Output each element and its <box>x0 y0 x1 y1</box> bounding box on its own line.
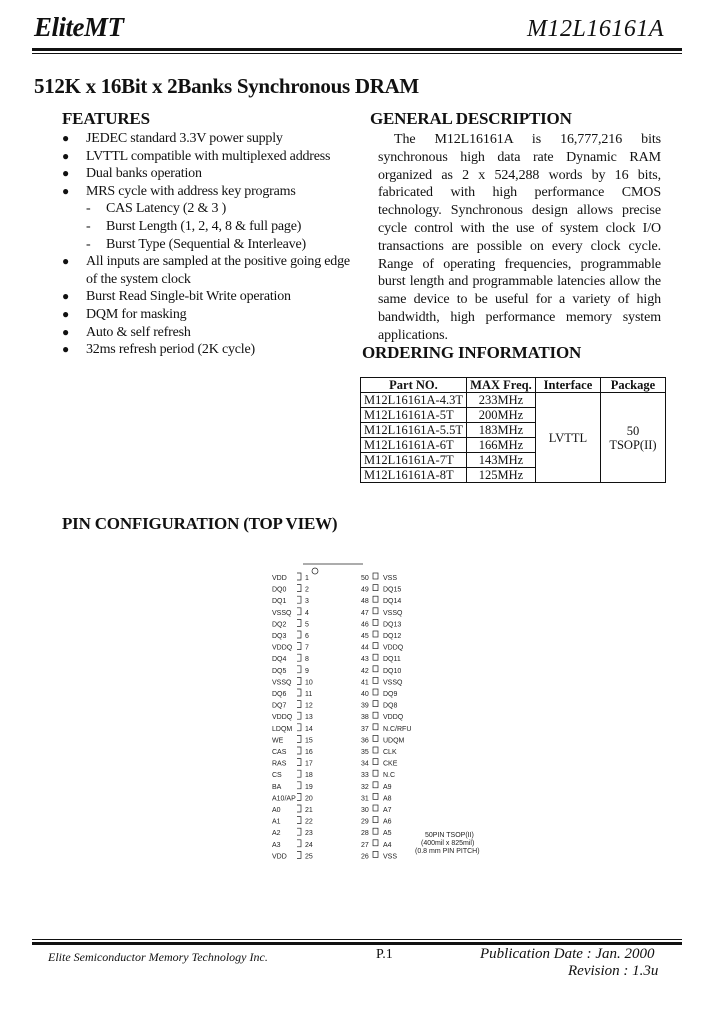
footer-rule <box>32 939 682 940</box>
right-pin-number: 34 <box>361 760 369 768</box>
document-title: 512K x 16Bit x 2Banks Synchronous DRAM <box>34 74 419 98</box>
right-pin-mark <box>373 828 378 834</box>
right-pin-name: A8 <box>383 795 392 803</box>
right-pin-mark <box>373 712 378 718</box>
right-pin-number: 33 <box>361 772 369 780</box>
part-number-cell: M12L16161A-4.3T <box>361 393 467 408</box>
frequency-cell: 143MHz <box>466 453 535 468</box>
left-pin-mark <box>297 735 301 742</box>
left-pin-mark <box>297 759 301 766</box>
package-type: TSOP(II) <box>609 437 657 452</box>
left-pin-name: BA <box>272 783 282 791</box>
left-pin-number: 17 <box>305 760 313 768</box>
right-pin-number: 41 <box>361 679 369 687</box>
left-pin-number: 8 <box>305 656 309 664</box>
package-note: (0.8 mm PIN PITCH) <box>415 848 480 855</box>
left-pin-mark <box>297 701 301 708</box>
left-pin-mark <box>297 770 301 777</box>
left-pin-number: 14 <box>305 725 313 733</box>
left-pin-mark <box>297 840 301 847</box>
right-pin-name: VSS <box>383 853 398 860</box>
left-pin-mark <box>297 643 301 650</box>
left-pin-name: VDD <box>272 853 287 860</box>
right-pin-mark <box>373 619 378 625</box>
right-pin-mark <box>373 793 378 799</box>
frequency-cell: 166MHz <box>466 438 535 453</box>
package-pins: 50 <box>626 423 640 438</box>
right-pin-name: A5 <box>383 830 392 838</box>
part-number-cell: M12L16161A-8T <box>361 468 467 483</box>
package-note: (400mil x 825mil) <box>421 840 475 847</box>
footer-rule-thick <box>32 942 682 945</box>
ordering-table-header <box>361 378 666 393</box>
revision: Revision : 1.3u <box>568 963 659 979</box>
ordering-table <box>360 377 666 483</box>
left-pin-number: 22 <box>305 818 313 826</box>
right-pin-mark <box>373 689 378 695</box>
right-pin-number: 36 <box>361 737 369 745</box>
right-pin-mark <box>373 643 378 649</box>
left-pin-mark <box>297 608 301 615</box>
right-pin-number: 44 <box>361 644 369 652</box>
left-pin-number: 20 <box>305 795 313 803</box>
left-pin-number: 15 <box>305 737 313 745</box>
left-pin-mark <box>297 805 301 812</box>
left-pin-mark <box>297 817 301 824</box>
feature-item: ● 32ms refresh period (2K cycle) <box>62 341 362 359</box>
right-pin-number: 30 <box>361 807 369 814</box>
left-pin-name: DQ4 <box>272 656 287 664</box>
left-pin-name: RAS <box>272 760 287 768</box>
footer-company: Elite Semiconductor Memory Technology Inc. <box>48 950 268 964</box>
feature-item: ● LVTTL compatible with multiplexed address <box>62 148 362 166</box>
left-pin-number: 1 <box>305 575 309 582</box>
feature-item: ● MRS cycle with address key programs <box>62 183 362 201</box>
right-pin-name: DQ15 <box>383 586 402 594</box>
right-pin-number: 40 <box>361 691 369 698</box>
left-pin-name: VDD <box>272 575 287 582</box>
right-pin-number: 42 <box>361 667 369 675</box>
right-pin-mark <box>373 585 378 591</box>
left-pin-name: DQ6 <box>272 691 287 698</box>
left-pin-name: A1 <box>272 818 281 826</box>
right-pin-name: DQ10 <box>383 667 402 675</box>
left-pin-name: CAS <box>272 749 287 756</box>
left-pin-mark <box>297 573 301 580</box>
right-pin-number: 26 <box>361 853 369 860</box>
feature-subitem: - Burst Length (1, 2, 4, 8 & full page) <box>62 218 362 236</box>
right-pin-mark <box>373 782 378 788</box>
right-pin-mark <box>373 654 378 660</box>
right-pin-name: VSSQ <box>383 609 403 617</box>
left-pin-name: WE <box>272 737 284 745</box>
right-pin-name: A6 <box>383 818 392 826</box>
part-number-cell: M12L16161A-7T <box>361 453 467 468</box>
left-pin-number: 7 <box>305 644 309 652</box>
left-pin-number: 10 <box>305 679 313 687</box>
pin-group <box>272 573 411 860</box>
left-pin-name: DQ1 <box>272 598 287 606</box>
right-pin-number: 29 <box>361 818 369 826</box>
general-description-heading: GENERAL DESCRIPTION <box>370 109 572 128</box>
part-number-cell: M12L16161A-5T <box>361 408 467 423</box>
left-pin-mark <box>297 596 301 603</box>
right-pin-name: DQ12 <box>383 633 402 640</box>
left-pin-number: 25 <box>305 853 313 860</box>
right-pin-mark <box>373 631 378 637</box>
left-pin-mark <box>297 654 301 661</box>
right-pin-mark <box>373 701 378 707</box>
right-pin-name: N.C <box>383 772 396 780</box>
right-pin-name: VDDQ <box>383 644 404 652</box>
right-pin-number: 28 <box>361 830 369 838</box>
package-cell <box>600 393 665 483</box>
right-pin-name: DQ14 <box>383 598 402 606</box>
left-pin-name: A10/AP <box>272 795 296 803</box>
left-pin-number: 13 <box>305 714 313 722</box>
feature-subitem: - CAS Latency (2 & 3 ) <box>62 200 362 218</box>
right-pin-number: 31 <box>361 795 369 803</box>
interface-cell: LVTTL <box>535 393 600 483</box>
right-pin-name: A4 <box>383 841 392 849</box>
feature-item: ● All inputs are sampled at the positive going edge <box>62 253 362 271</box>
frequency-cell: 233MHz <box>466 393 535 408</box>
right-pin-mark <box>373 851 378 857</box>
left-pin-mark <box>297 619 301 626</box>
package-note: 50PIN TSOP(II) <box>425 832 474 839</box>
left-pin-name: DQ5 <box>272 667 287 675</box>
left-pin-name: DQ3 <box>272 633 287 640</box>
right-pin-name: N.C/RFU <box>383 725 412 733</box>
left-pin-name: VSSQ <box>272 679 292 687</box>
right-pin-mark <box>373 677 378 683</box>
left-pin-mark <box>297 724 301 731</box>
header-rule-thin <box>32 53 682 54</box>
right-pin-number: 50 <box>361 575 369 582</box>
right-pin-number: 47 <box>361 609 369 617</box>
part-number-cell: M12L16161A-5.5T <box>361 423 467 438</box>
left-pin-mark <box>297 712 301 719</box>
feature-item: ● DQM for masking <box>62 306 362 324</box>
right-pin-mark <box>373 666 378 672</box>
left-pin-number: 6 <box>305 633 309 640</box>
right-pin-number: 43 <box>361 656 369 664</box>
right-pin-name: VSSQ <box>383 679 403 687</box>
features-heading: FEATURES <box>62 109 150 128</box>
feature-item: ● Burst Read Single-bit Write operation <box>62 288 362 306</box>
left-pin-number: 12 <box>305 702 313 710</box>
right-pin-name: UDQM <box>383 737 405 745</box>
left-pin-number: 18 <box>305 772 313 780</box>
right-pin-name: A7 <box>383 807 392 814</box>
right-pin-number: 32 <box>361 783 369 791</box>
right-pin-mark <box>373 770 378 776</box>
right-pin-number: 48 <box>361 598 369 606</box>
left-pin-mark <box>297 782 301 789</box>
right-pin-mark <box>373 759 378 765</box>
left-pin-number: 16 <box>305 749 313 756</box>
feature-item: of the system clock <box>86 271 191 287</box>
right-pin-name: CLK <box>383 749 397 756</box>
pin-diagram <box>265 560 495 860</box>
left-pin-mark <box>297 828 301 835</box>
right-pin-number: 35 <box>361 749 369 756</box>
feature-item: ● JEDEC standard 3.3V power supply <box>62 130 362 148</box>
header-rule <box>32 48 682 51</box>
right-pin-number: 49 <box>361 586 369 594</box>
right-pin-mark <box>373 840 378 846</box>
left-pin-name: CS <box>272 772 282 780</box>
left-pin-name: VSSQ <box>272 609 292 617</box>
left-pin-number: 23 <box>305 830 313 838</box>
left-pin-name: VDDQ <box>272 714 293 722</box>
feature-item: ● Dual banks operation <box>62 165 362 183</box>
features-list <box>62 130 362 359</box>
frequency-cell: 183MHz <box>466 423 535 438</box>
left-pin-number: 11 <box>305 691 313 698</box>
ordering-information-heading: ORDERING INFORMATION <box>362 343 582 362</box>
pin1-marker <box>312 568 318 574</box>
general-description-text: The M12L16161A is 16,777,216 bits synchronous high data rate Dynamic RAM organized as 2 x 524,288 words by 16 bits, fabricated with high performance CMOS technology. Synchronous design allows precise cycle control with the use of system clock I/O transactions are possible on every clock cycle. Range of operating frequencies, programmable burst length and programmable latencies allow the same device to be useful for a variety of high bandwidth, high performance memory system applications. <box>378 132 661 343</box>
part-number-header: M12L16161A <box>527 16 664 42</box>
column-header: Part NO. <box>361 378 467 393</box>
left-pin-mark <box>297 793 301 800</box>
left-pin-mark <box>297 851 301 858</box>
left-pin-mark <box>297 747 301 754</box>
table-row <box>361 393 666 408</box>
right-pin-name: DQ11 <box>383 656 401 664</box>
feature-subitem: - Burst Type (Sequential & Interleave) <box>62 236 362 254</box>
right-pin-name: A9 <box>383 783 392 791</box>
left-pin-mark <box>297 631 301 638</box>
left-pin-number: 5 <box>305 621 309 629</box>
left-pin-number: 2 <box>305 586 309 594</box>
column-header: Interface <box>535 378 600 393</box>
right-pin-mark <box>373 747 378 753</box>
right-pin-mark <box>373 817 378 823</box>
left-pin-name: VDDQ <box>272 644 293 652</box>
right-pin-number: 45 <box>361 633 369 640</box>
right-pin-mark <box>373 724 378 730</box>
left-pin-mark <box>297 677 301 684</box>
left-pin-name: A3 <box>272 841 281 849</box>
feature-item: ● Auto & self refresh <box>62 324 362 342</box>
left-pin-mark <box>297 689 301 696</box>
frequency-cell: 125MHz <box>466 468 535 483</box>
right-pin-name: DQ8 <box>383 702 398 710</box>
left-pin-name: DQ2 <box>272 621 287 629</box>
left-pin-name: LDQM <box>272 725 293 733</box>
pin-configuration-heading: PIN CONFIGURATION (TOP VIEW) <box>62 514 338 533</box>
left-pin-number: 4 <box>305 609 309 617</box>
column-header: Package <box>600 378 665 393</box>
right-pin-name: VSS <box>383 575 398 582</box>
right-pin-name: VDDQ <box>383 714 404 722</box>
left-pin-name: DQ0 <box>272 586 287 594</box>
page-number: P.1 <box>376 947 393 962</box>
publication-date: Publication Date : Jan. 2000 <box>480 946 655 962</box>
left-pin-number: 24 <box>305 841 313 849</box>
left-pin-name: A0 <box>272 807 281 814</box>
left-pin-number: 9 <box>305 667 309 675</box>
right-pin-mark <box>373 608 378 614</box>
right-pin-mark <box>373 735 378 741</box>
left-pin-mark <box>297 585 301 592</box>
right-pin-number: 38 <box>361 714 369 722</box>
right-pin-name: DQ9 <box>383 691 398 698</box>
right-pin-name: CKE <box>383 760 398 768</box>
left-pin-mark <box>297 666 301 673</box>
left-pin-number: 3 <box>305 598 309 606</box>
right-pin-number: 46 <box>361 621 369 629</box>
right-pin-mark <box>373 596 378 602</box>
left-pin-number: 19 <box>305 783 313 791</box>
right-pin-mark <box>373 573 378 579</box>
right-pin-mark <box>373 805 378 811</box>
right-pin-number: 37 <box>361 725 369 733</box>
right-pin-name: DQ13 <box>383 621 402 629</box>
right-pin-number: 39 <box>361 702 369 710</box>
left-pin-number: 21 <box>305 807 313 814</box>
frequency-cell: 200MHz <box>466 408 535 423</box>
left-pin-name: DQ7 <box>272 702 287 710</box>
left-pin-name: A2 <box>272 830 281 838</box>
part-number-cell: M12L16161A-6T <box>361 438 467 453</box>
company-logo: EliteMT <box>34 12 124 42</box>
column-header: MAX Freq. <box>466 378 535 393</box>
right-pin-number: 27 <box>361 841 369 849</box>
